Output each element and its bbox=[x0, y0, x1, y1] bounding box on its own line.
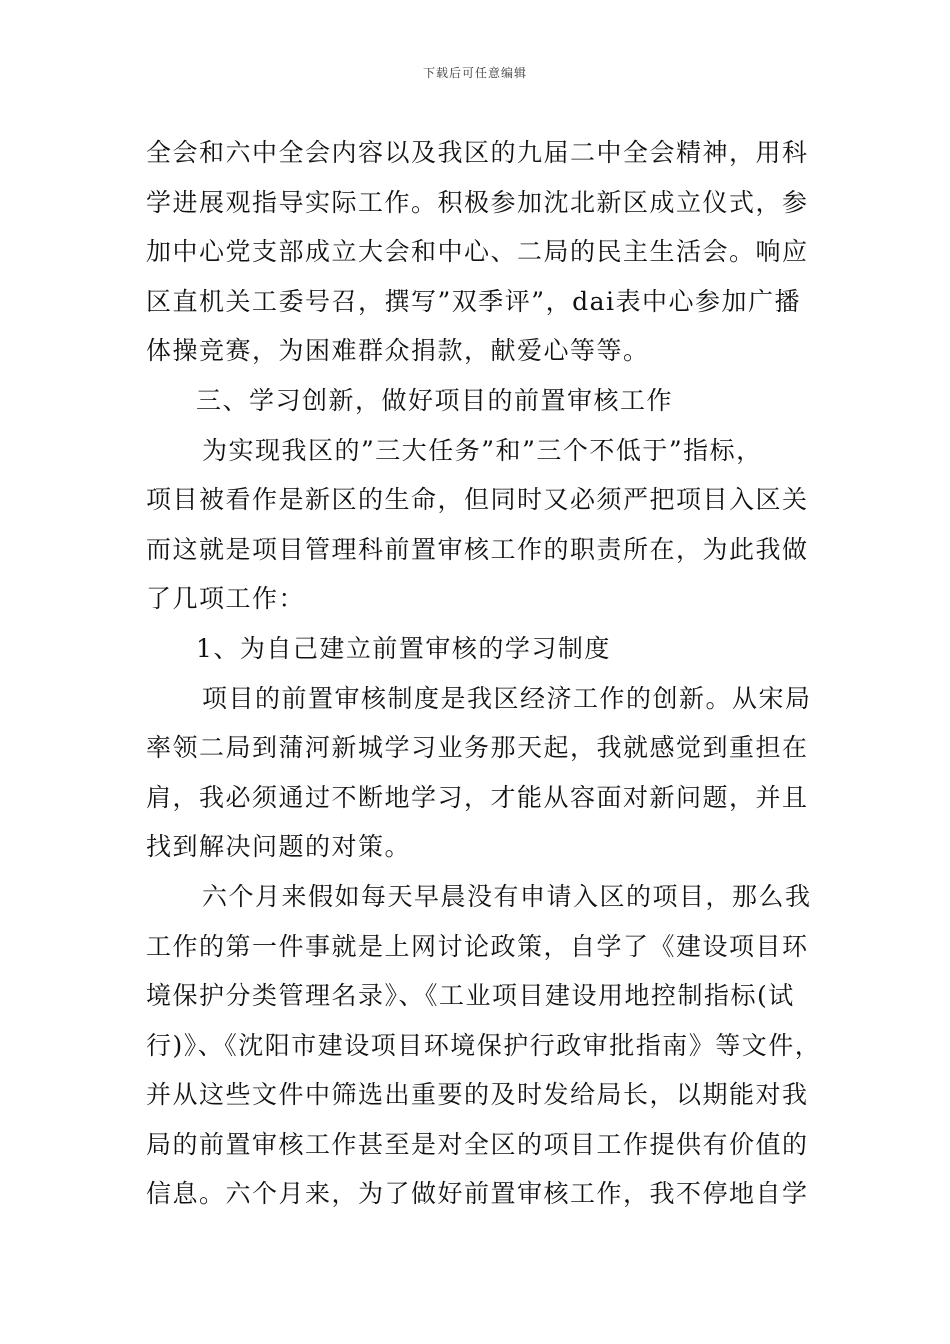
text-line: 率领二局到蒲河新城学习业务那天起，我就感觉到重担在 bbox=[146, 733, 809, 763]
text-line: 局的前置审核工作甚至是对全区的项目工作提供有价值的 bbox=[146, 1129, 809, 1159]
section-heading: 三、学习创新，做好项目的前置审核工作 bbox=[196, 385, 674, 415]
text-line: 体操竞赛，为困难群众捐款，献爱心等等。 bbox=[146, 336, 650, 366]
text-line: 为实现我区的”三大任务”和”三个不低于”指标， bbox=[202, 435, 763, 465]
text-line: 境保护分类管理名录》、《工业项目建设用地控制指标(试 bbox=[146, 981, 795, 1011]
text-line: 信息。六个月来，为了做好前置审核工作，我不停地自学 bbox=[146, 1179, 809, 1209]
text-line: 了几项工作： bbox=[146, 584, 306, 614]
document-body bbox=[146, 128, 822, 1219]
text-line: 学进展观指导实际工作。积极参加沈北新区成立仪式，参 bbox=[146, 187, 809, 217]
text-line: 并从这些文件中筛选出重要的及时发给局长，以期能对我 bbox=[146, 1080, 809, 1110]
text-line: 肩，我必须通过不断地学习，才能从容面对新问题，并且 bbox=[146, 782, 809, 812]
text-line: 项目被看作是新区的生命，但同时又必须严把项目入区关 bbox=[146, 485, 809, 515]
text-line: 六个月来假如每天早晨没有申请入区的项目，那么我 bbox=[202, 881, 812, 911]
page-header-note: 下载后可任意编辑 bbox=[422, 66, 527, 80]
text-line: 加中心党支部成立大会和中心、二局的民主生活会。响应 bbox=[146, 237, 809, 267]
text-line: 项目的前置审核制度是我区经济工作的创新。从宋局 bbox=[202, 683, 812, 713]
text-line: 找到解决问题的对策。 bbox=[146, 832, 412, 862]
text-line: 而这就是项目管理科前置审核工作的职责所在，为此我做 bbox=[146, 534, 809, 564]
section-heading: 1、为自己建立前置审核的学习制度 bbox=[196, 633, 611, 663]
text-line: 全会和六中全会内容以及我区的九届二中全会精神，用科 bbox=[146, 138, 809, 167]
text-line: 行)》、《沈阳市建设项目环境保护行政审批指南》等文件， bbox=[146, 1030, 822, 1060]
text-line: 工作的第一件事就是上网讨论政策，自学了《建设项目环 bbox=[146, 931, 809, 961]
text-line: 区直机关工委号召，撰写”双季评”，dai表中心参加广播 bbox=[146, 286, 801, 316]
